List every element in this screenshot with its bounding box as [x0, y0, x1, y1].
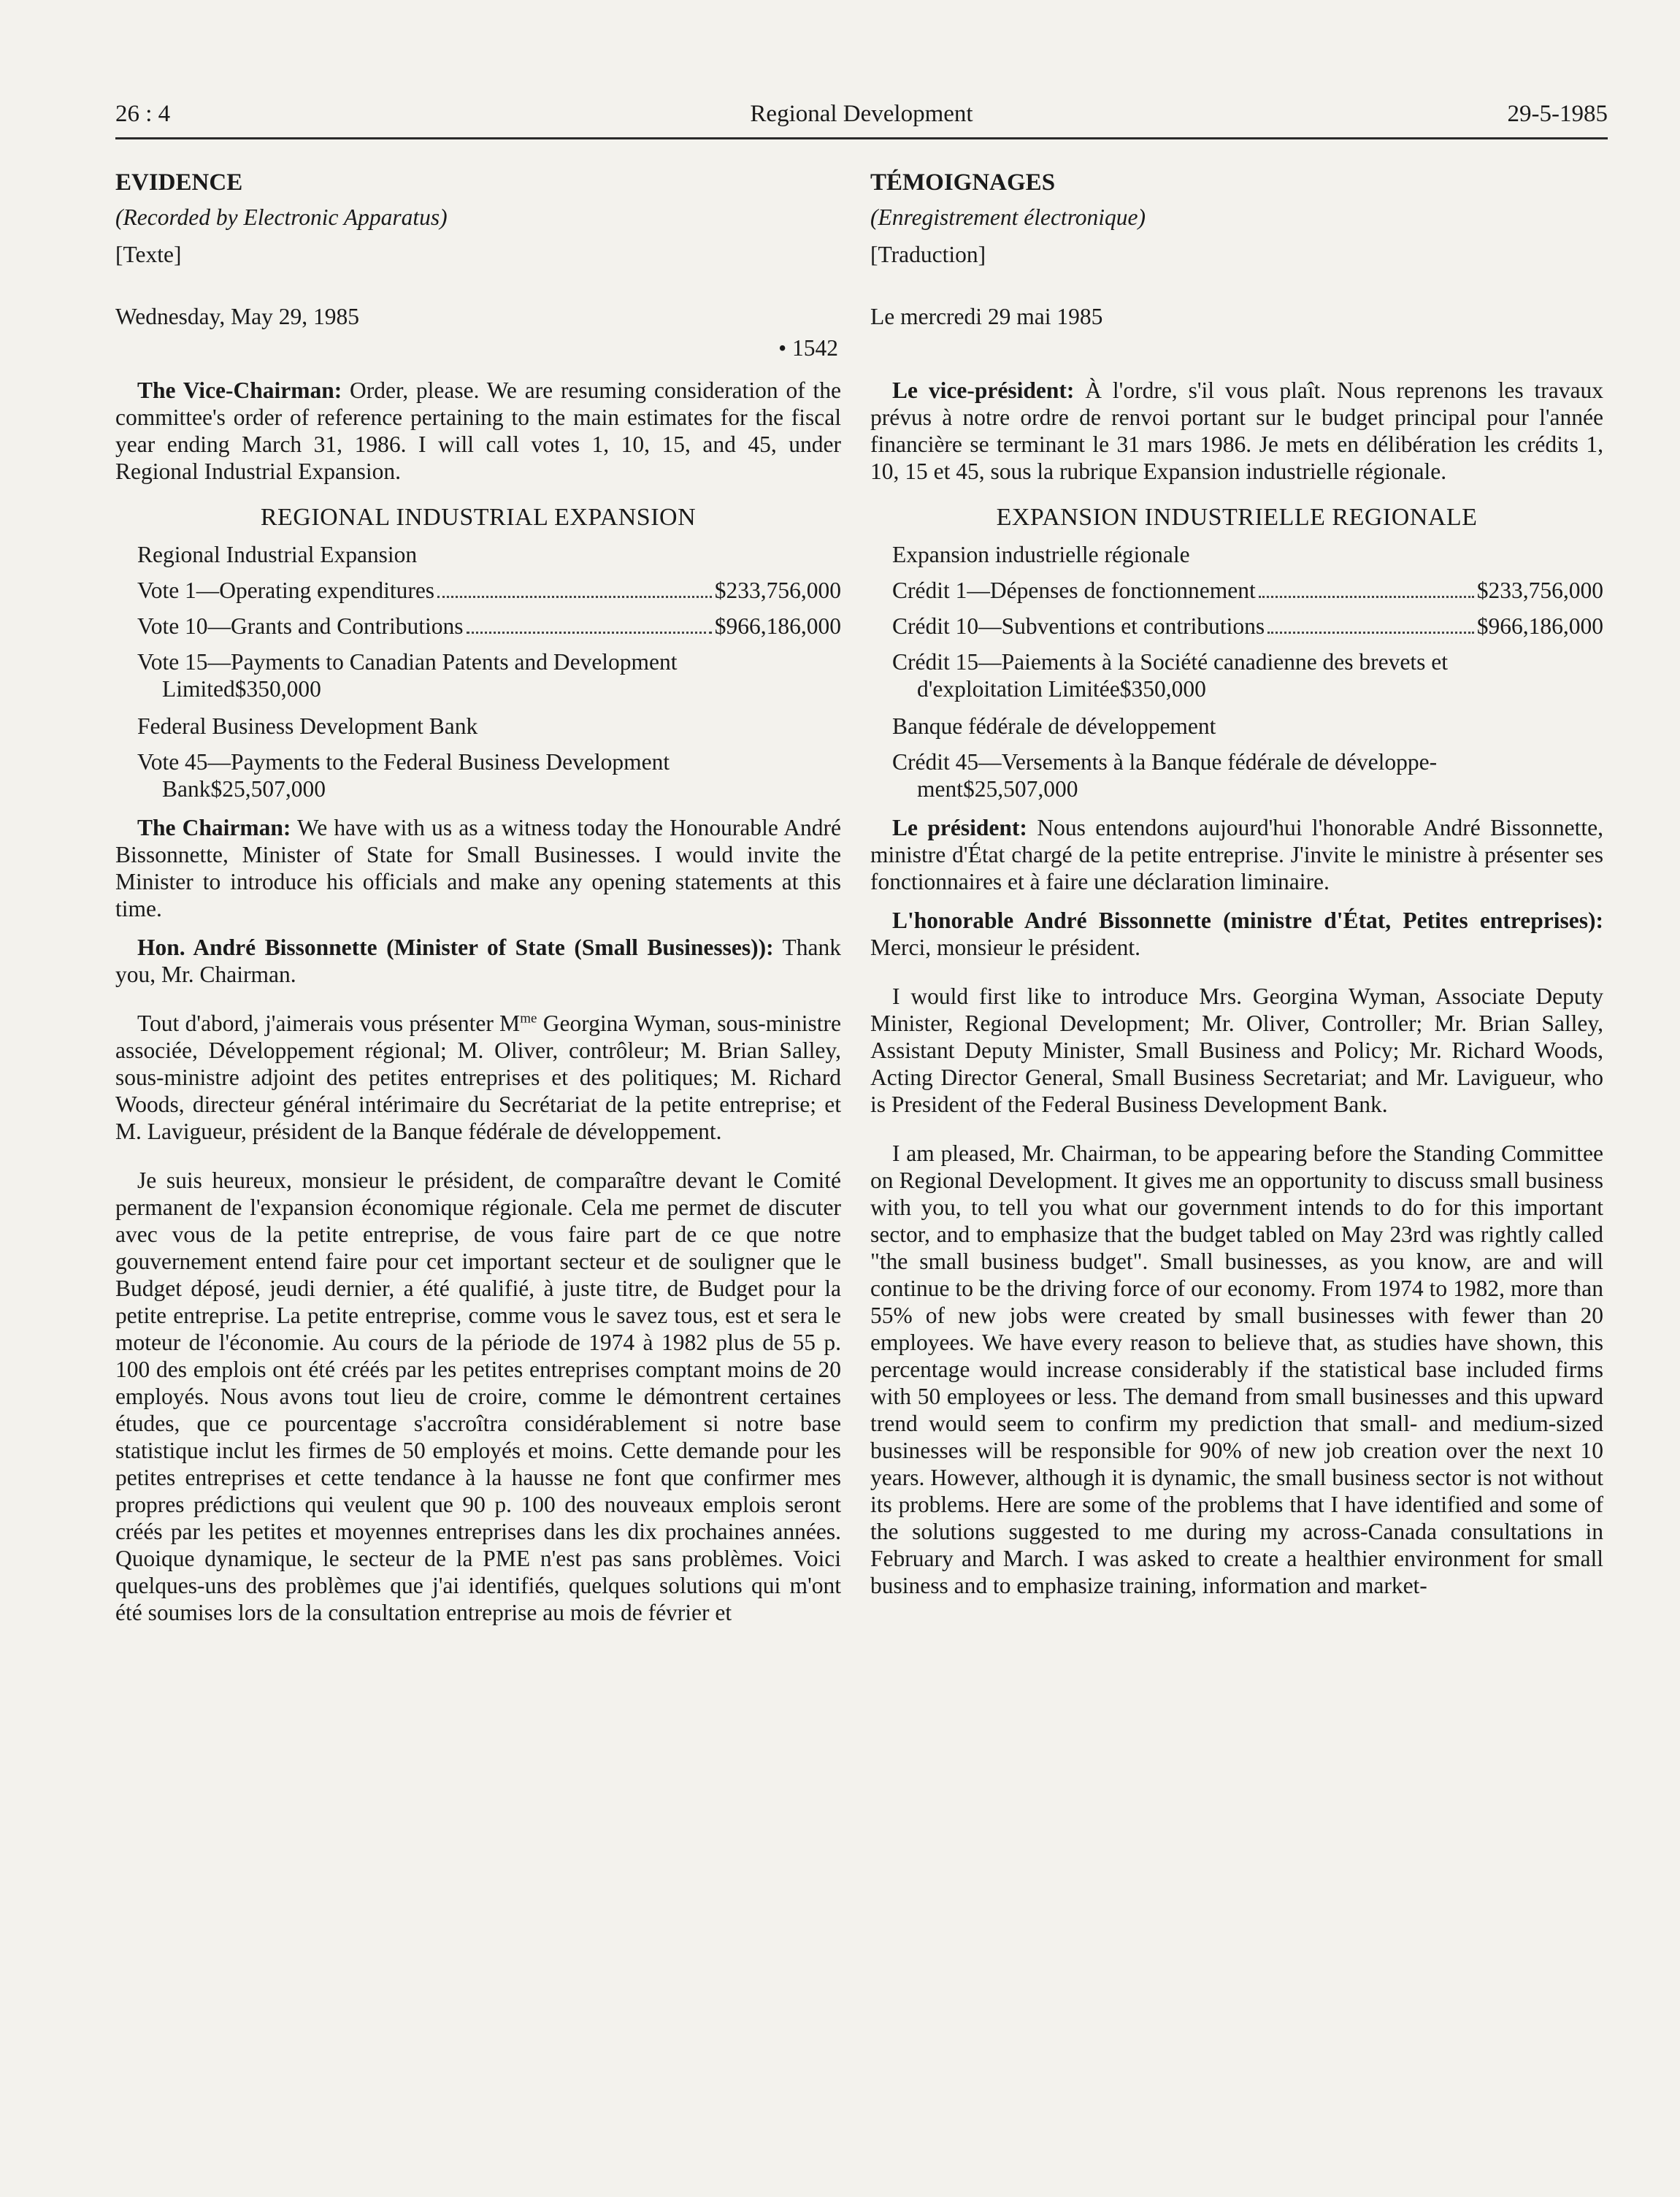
recording-note: (Recorded by Electronic Apparatus)	[115, 204, 448, 230]
paragraph	[870, 377, 1603, 485]
vote-item	[892, 613, 1603, 640]
sitting-date: Wednesday, May 29, 1985	[115, 304, 359, 329]
department-name: Expansion industrielle régionale	[892, 542, 1190, 567]
vote-amount: $966,186,000	[714, 613, 841, 639]
paragraph-text: À l'ordre, s'il vous plaît. Nous reprenons les travaux prévus à notre ordre de renvoi portant sur le budget principal pour l'année financière se terminant le 31 mars 1986. Je mets en délibération les crédits 1, 10, 15 et 45, sous la rubrique Expansion industrielle régionale.	[870, 377, 1603, 484]
section-heading: EVIDENCE	[115, 169, 243, 196]
vote-amount: $25,507,000	[210, 776, 326, 802]
sitting-date: Le mercredi 29 mai 1985	[870, 304, 1103, 329]
paragraph-text: Order, please. We are resuming consideration of the committee's order of reference pertaining to the main estimates for the fiscal year ending March 31, 1986. I will call votes 1, 10, 15, and 45, under Regional Industrial Expansion.	[115, 377, 841, 484]
vote-item	[137, 648, 841, 702]
estimates-heading: EXPANSION INDUSTRIELLE REGIONALE	[996, 504, 1478, 531]
department-name: Banque fédérale de développement	[892, 713, 1216, 739]
vote-item	[892, 748, 1603, 802]
section-heading: TÉMOIGNAGES	[870, 169, 1056, 196]
speaker: Le président:	[892, 815, 1027, 840]
text-tag: [Traduction]	[870, 242, 986, 267]
vote-label-cont: Limited	[162, 676, 235, 702]
vote-item	[892, 648, 1603, 702]
vote-label: Crédit 1—Dépenses de fonctionnement	[892, 578, 1256, 603]
french-column	[870, 169, 1603, 1599]
paragraph-text: Thank you, Mr. Chairman.	[115, 935, 841, 987]
recording-note: (Enregistrement électronique)	[870, 204, 1146, 230]
paragraph	[115, 377, 841, 485]
paragraph	[115, 814, 841, 922]
speaker: Hon. André Bissonnette (Minister of State (Small Businesses)):	[137, 935, 774, 960]
superscript: me	[520, 1011, 537, 1027]
votes-list	[892, 541, 1603, 802]
paragraph	[115, 1010, 841, 1145]
speaker: Le vice-président:	[892, 377, 1075, 403]
vote-label: Vote 10—Grants and Contributions	[137, 613, 464, 639]
vote-item	[892, 577, 1603, 604]
paragraph: I would first like to introduce Mrs. Georgina Wyman, Associate Deputy Minister, Regional Development; Mr. Oliver, Controller; Mr. Brian Salley, Assistant Deputy Minister, Small Business and Policy; Mr. Richard Woods, Acting Director General, Small Business Secretariat; and Mr. Lavigueur, who is President of the Federal Business Development Bank.	[870, 984, 1603, 1117]
vote-label-cont: Bank	[162, 776, 211, 802]
estimates-heading: REGIONAL INDUSTRIAL EXPANSION	[260, 504, 697, 531]
speaker: The Vice-Chairman:	[137, 377, 342, 403]
vote-amount: $966,186,000	[1476, 613, 1603, 639]
vote-label-cont: d'exploitation Limitée	[917, 676, 1120, 702]
vote-amount: $350,000	[1119, 676, 1206, 702]
paragraph	[115, 934, 841, 988]
paragraph-text: Georgina Wyman, sous-ministre associée, Développement régional; M. Oliver, contrôleur; M. Brian Salley, sous-ministre adjoint des petites entreprises et des politiques; M. Richard Woods, directeur général intérimaire du Secrétariat de la petite entreprise; et M. Lavigueur, président de la Banque fédérale de développement.	[115, 1011, 841, 1144]
page-number: 26 : 4	[115, 101, 171, 127]
paragraph-text: Nous entendons aujourd'hui l'honorable André Bissonnette, ministre d'État chargé de la petite entreprise. J'invite le ministre à présenter ses fonctionnaires et à faire une déclaration liminaire.	[870, 815, 1603, 894]
vote-label: Vote 15—Payments to Canadian Patents and Development	[137, 649, 678, 675]
text-tag: [Texte]	[115, 242, 182, 267]
speaker: The Chairman:	[137, 815, 291, 840]
vote-item	[137, 613, 841, 640]
vote-amount: $233,756,000	[714, 578, 841, 603]
vote-label: Crédit 10—Subventions et contributions	[892, 613, 1265, 639]
paragraph: Je suis heureux, monsieur le président, de comparaître devant le Comité permanent de l'expansion économique régionale. Cela me permet de discuter avec vous de la petite entreprise, de vous faire part de ce que notre gouvernement entend faire pour cet important secteur et de souligner que le Budget déposé, jeudi dernier, a été qualifié, à juste titre, de Budget pour la petite entreprise. La petite entreprise, comme vous le savez tous, est et sera le moteur de l'économie. Au cours de la période de 1974 à 1982 plus de 55 p. 100 des emplois ont été créés par les petites entreprises comptant moins de 20 employés. Nous avons tout lieu de croire, comme le démontrent certaines études, que ce pourcentage s'accroîtra considérablement si notre base statistique inclut les firmes de 50 employés et moins. Cette demande pour les petites entreprises et cette tendance à la hausse ne font que confirmer mes propres prédictions qui veulent que 90 p. 100 des nouveaux emplois seront créés par les petites et moyennes entreprises dans les dix prochaines années. Quoique dynamique, le secteur de la PME n'est pas sans problèmes. Voici quelques-uns des problèmes que j'ai identifiés, quelques solutions qui m'ont été soumises lors de la consultation entreprise au mois de février et	[115, 1167, 841, 1625]
vote-amount: $350,000	[234, 676, 321, 702]
department-name: Regional Industrial Expansion	[137, 542, 418, 567]
vote-label-cont: ment	[917, 776, 963, 802]
vote-item	[137, 748, 841, 802]
department-name: Federal Business Development Bank	[137, 713, 478, 739]
vote-amount: $233,756,000	[1476, 578, 1603, 603]
vote-label: Vote 45—Payments to the Federal Business Development	[137, 749, 670, 775]
publication-title: Regional Development	[750, 101, 973, 127]
votes-list	[137, 541, 841, 802]
vote-item	[137, 577, 841, 604]
paragraph-text: Tout d'abord, j'aimerais vous présenter M	[137, 1011, 521, 1036]
paragraph: I am pleased, Mr. Chairman, to be appearing before the Standing Committee on Regional Development. It gives me an opportunity to discuss small business with you, to tell you what our government intends to do for this important sector, and to emphasize that the budget tabled on May 23rd was rightly called "the small business budget". Small businesses, as you know, are and will continue to be the driving force of our economy. From 1974 to 1982, more than 55% of new jobs were created by small businesses with fewer than 20 employees. We have every reason to believe that, as studies have shown, this percentage would increase considerably if the statistical base included firms with 50 employees or less. The demand from small businesses and this upward trend would seem to confirm my prediction that small- and medium-sized businesses will be responsible for 90% of new job creation over the next 10 years. However, although it is dynamic, the small business sector is not without its problems. Here are some of the problems that I have identified and some of the solutions suggested to me during my across-Canada consultations in February and March. I was asked to create a healthier environment for small business and to emphasize training, information and market-	[870, 1140, 1603, 1598]
paragraph-text: Merci, monsieur le président.	[870, 935, 1141, 960]
page-header	[115, 101, 1608, 139]
paragraph	[870, 814, 1603, 895]
speaker: L'honorable André Bissonnette (ministre d'État, Petites entreprises):	[892, 908, 1603, 933]
vote-label: Crédit 15—Paiements à la Société canadienne des brevets et	[892, 649, 1448, 675]
vote-label: Vote 1—Operating expenditures	[137, 578, 435, 603]
paragraph-text: We have with us as a witness today the Honourable André Bissonnette, Minister of State for Small Businesses. I would invite the Minister to introduce his officials and make any opening statements at this time.	[115, 815, 841, 921]
english-column	[115, 169, 841, 1626]
vote-amount: $25,507,000	[963, 776, 1078, 802]
time-stamp: • 1542	[778, 335, 838, 361]
header-date: 29-5-1985	[1507, 101, 1608, 127]
paragraph	[870, 907, 1603, 961]
vote-label: Crédit 45—Versements à la Banque fédérale de développe-	[892, 749, 1438, 775]
